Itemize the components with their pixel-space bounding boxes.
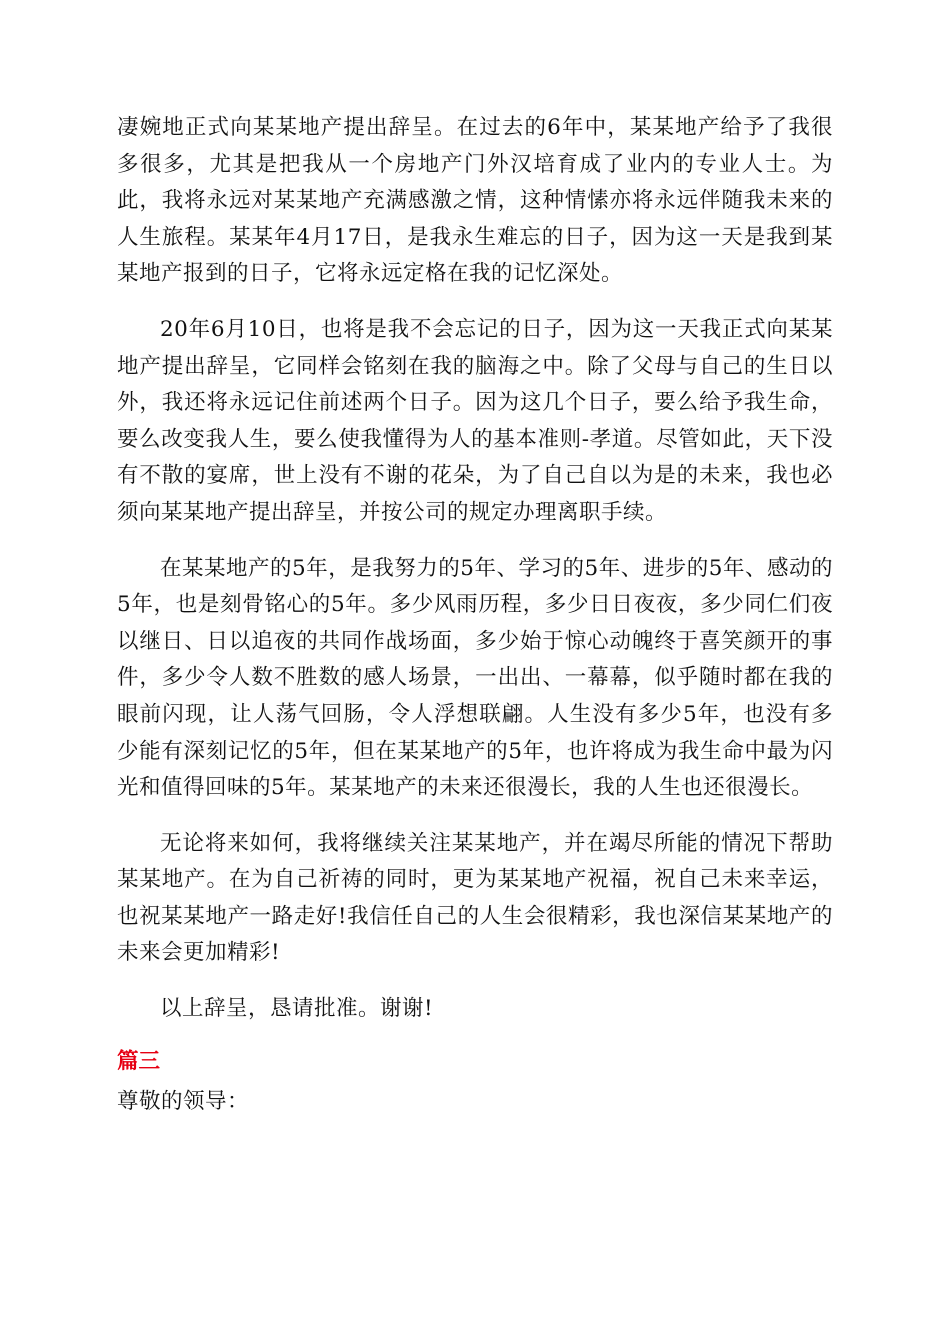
section-heading: 篇三 <box>117 1048 161 1074</box>
salutation: 尊敬的领导： <box>117 1089 250 1115</box>
paragraph-4: 无论将来如何，我将继续关注某某地产，并在竭尽所能的情况下帮助某某地产。在为自己祈祷的同时，更为某某地产祝福，祝自己未来幸运，也祝某某地产一路走好!我信任自己的人生会很精彩，我也深信某某地产的未来会更加精彩! <box>117 830 833 966</box>
paragraph-2: 20年6月10日，也将是我不会忘记的日子，因为这一天我正式向某某地产提出辞呈，它同样会铭刻在我的脑海之中。除了父母与自己的生日以外，我还将永远记住前述两个日子。因为这几个日子，要么给予我生命，要么改变我人生，要么使我懂得为人的基本准则-孝道。尽管如此，天下没有不散的宴席，世上没有不谢的花朵，为了自己自以为是的未来，我也必须向某某地产提出辞呈，并按公司的规定办理离职手续。 <box>117 316 833 525</box>
document-page <box>117 110 833 1121</box>
paragraph-3: 在某某地产的5年，是我努力的5年、学习的5年、进步的5年、感动的5年，也是刻骨铭心的5年。多少风雨历程，多少日日夜夜，多少同仁们夜以继日、日以追夜的共同作战场面，多少始于惊心动魄终于喜笑颜开的事件，多少令人数不胜数的感人场景，一出出、一幕幕，似乎随时都在我的眼前闪现，让人荡气回肠，令人浮想联翩。人生没有多少5年，也没有多少能有深刻记忆的5年，但在某某地产的5年，也许将成为我生命中最为闪光和值得回味的5年。某某地产的未来还很漫长，我的人生也还很漫长。 <box>117 555 833 801</box>
paragraph-5: 以上辞呈，恳请批准。谢谢! <box>160 996 434 1022</box>
paragraph-1: 凄婉地正式向某某地产提出辞呈。在过去的6年中，某某地产给予了我很多很多，尤其是把我从一个房地产门外汉培育成了业内的专业人士。为此，我将永远对某某地产充满感激之情，这种情愫亦将永远伴随我未来的人生旅程。某某年4月17日，是我永生难忘的日子，因为这一天是我到某某地产报到的日子，它将永远定格在我的记忆深处。 <box>117 115 833 287</box>
